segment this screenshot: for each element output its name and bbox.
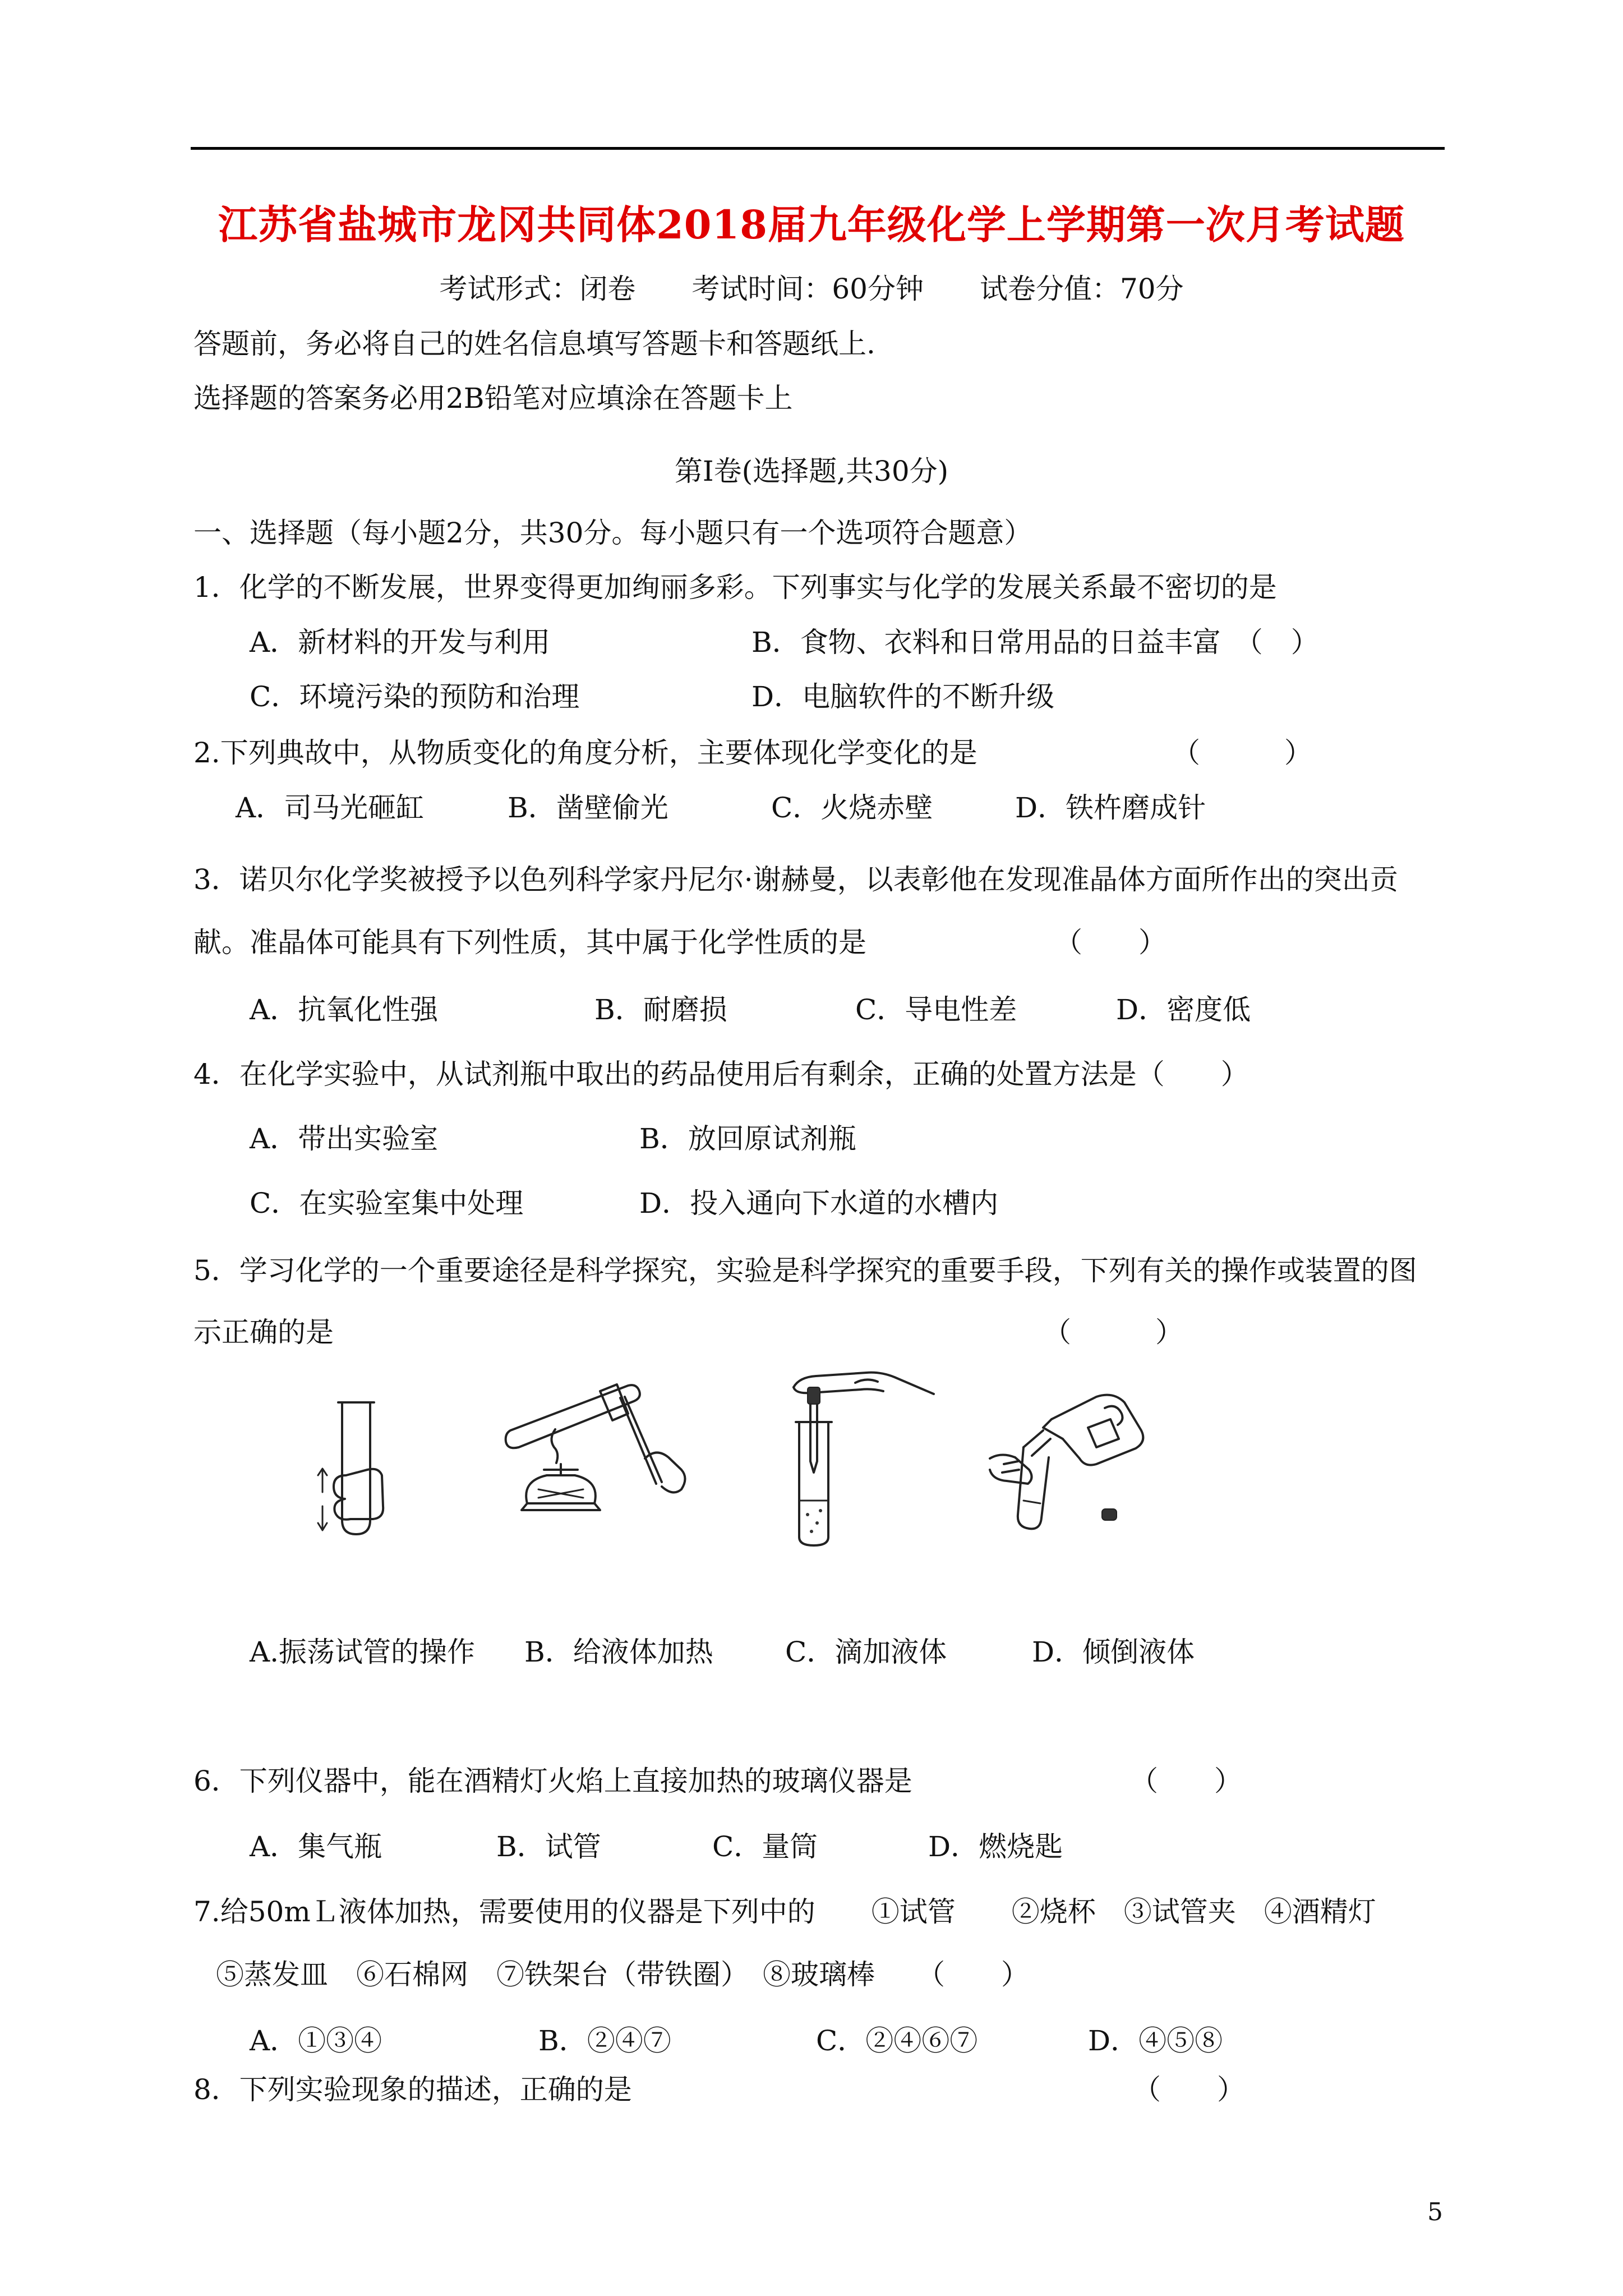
q3-stem-line1: 3．诺贝尔化学奖被授予以色列科学家丹尼尔·谢赫曼，以表彰他在发现准晶体方面所作出的突出贡 (193, 863, 1398, 896)
q5-bracket: （ ） (1043, 1316, 1183, 1349)
q2-stem: 2.下列典故中，从物质变化的角度分析，主要体现化学变化的是 (193, 737, 978, 769)
q3-option-c: C．导电性差 (855, 993, 1017, 1026)
exam-title: 江苏省盐城市龙冈共同体2018届九年级化学上学期第一次月考试题 (218, 201, 1405, 248)
q8-stem: 8．下列实验现象的描述，正确的是 (193, 2073, 632, 2106)
q2-option-b: B．凿壁偷光 (508, 792, 668, 824)
q5-option-a: A.振荡试管的操作 (250, 1636, 476, 1668)
q6-option-a: A．集气瓶 (250, 1830, 382, 1863)
header-rule (191, 147, 1445, 150)
part-title: 一、选择题（每小题2分，共30分。每小题只有一个选项符合题意） (193, 517, 1032, 549)
q3-option-a: A．抗氧化性强 (250, 993, 439, 1026)
q6-option-b: B．试管 (496, 1830, 601, 1863)
q4-option-a: A．带出实验室 (250, 1122, 439, 1155)
test-tube-shaking-figure (311, 1391, 401, 1543)
dropper-figure (782, 1360, 939, 1551)
q5-option-c: C．滴加液体 (785, 1636, 947, 1668)
q5-option-d: D．倾倒液体 (1032, 1636, 1195, 1668)
q6-stem: 6．下列仪器中，能在酒精灯火焰上直接加热的玻璃仪器是 (193, 1765, 912, 1797)
q1-option-a: A．新材料的开发与利用 (250, 626, 551, 659)
q2-option-d: D．铁杵磨成针 (1015, 792, 1206, 824)
q6-option-c: C．量筒 (712, 1830, 818, 1863)
pouring-liquid-figure (984, 1386, 1152, 1537)
q4-stem: 4．在化学实验中，从试剂瓶中取出的药品使用后有剩余，正确的处置方法是（ ） (193, 1058, 1249, 1091)
liquid-heating-figure (488, 1363, 690, 1531)
q7-option-b: B．②④⑦ (538, 2024, 671, 2057)
q4-option-c: C．在实验室集中处理 (250, 1187, 524, 1220)
q4-option-b: B．放回原试剂瓶 (639, 1122, 856, 1155)
q7-option-d: D．④⑤⑧ (1088, 2024, 1223, 2057)
q1-option-b: B．食物、衣料和日常用品的日益丰富 （ ） (751, 626, 1319, 659)
q5-stem-line2: 示正确的是 (193, 1316, 334, 1349)
q7-stem-line2: ⑤蒸发皿 ⑥石棉网 ⑦铁架台（带铁圈） ⑧玻璃棒 （ ） (216, 1958, 1029, 1991)
q6-option-d: D．燃烧匙 (928, 1830, 1063, 1863)
q3-stem-line2: 献。准晶体可能具有下列性质，其中属于化学性质的是 (193, 926, 866, 959)
volume-title: 第Ⅰ卷(选择题,共30分) (674, 455, 949, 487)
exam-info: 考试形式：闭卷 考试时间：60分钟 试卷分值：70分 (439, 273, 1184, 305)
notice-1: 答题前，务必将自己的姓名信息填写答题卡和答题纸上. (193, 328, 875, 360)
q3-bracket: （ ） (1054, 926, 1166, 959)
q8-bracket: （ ） (1133, 2073, 1245, 2106)
q2-option-c: C．火烧赤壁 (771, 792, 933, 824)
q7-option-c: C．②④⑥⑦ (816, 2024, 978, 2057)
q2-option-a: A．司马光砸缸 (236, 792, 425, 824)
q3-option-d: D．密度低 (1116, 993, 1251, 1026)
q1-stem: 1．化学的不断发展，世界变得更加绚丽多彩。下列事实与化学的发展关系最不密切的是 (193, 571, 1277, 604)
notice-2: 选择题的答案务必用2B铅笔对应填涂在答题卡上 (193, 382, 793, 415)
q3-option-b: B．耐磨损 (594, 993, 727, 1026)
page-number: 5 (1427, 2198, 1443, 2226)
q5-option-b: B．给液体加热 (524, 1636, 713, 1668)
q5-stem-line1: 5．学习化学的一个重要途径是科学探究，实验是科学探究的重要手段，下列有关的操作或装置的图 (193, 1254, 1417, 1287)
q4-option-d: D．投入通向下水道的水槽内 (639, 1187, 999, 1220)
q6-bracket: （ ） (1130, 1765, 1242, 1797)
q7-stem-line1: 7.给50mＬ液体加热，需要使用的仪器是下列中的 ①试管 ②烧杯 ③试管夹 ④酒精灯 (193, 1895, 1376, 1928)
q1-option-c: C．环境污染的预防和治理 (250, 680, 580, 713)
q7-option-a: A．①③④ (250, 2024, 382, 2057)
q1-option-d: D．电脑软件的不断升级 (751, 680, 1055, 713)
q2-bracket: （ ） (1172, 737, 1312, 769)
